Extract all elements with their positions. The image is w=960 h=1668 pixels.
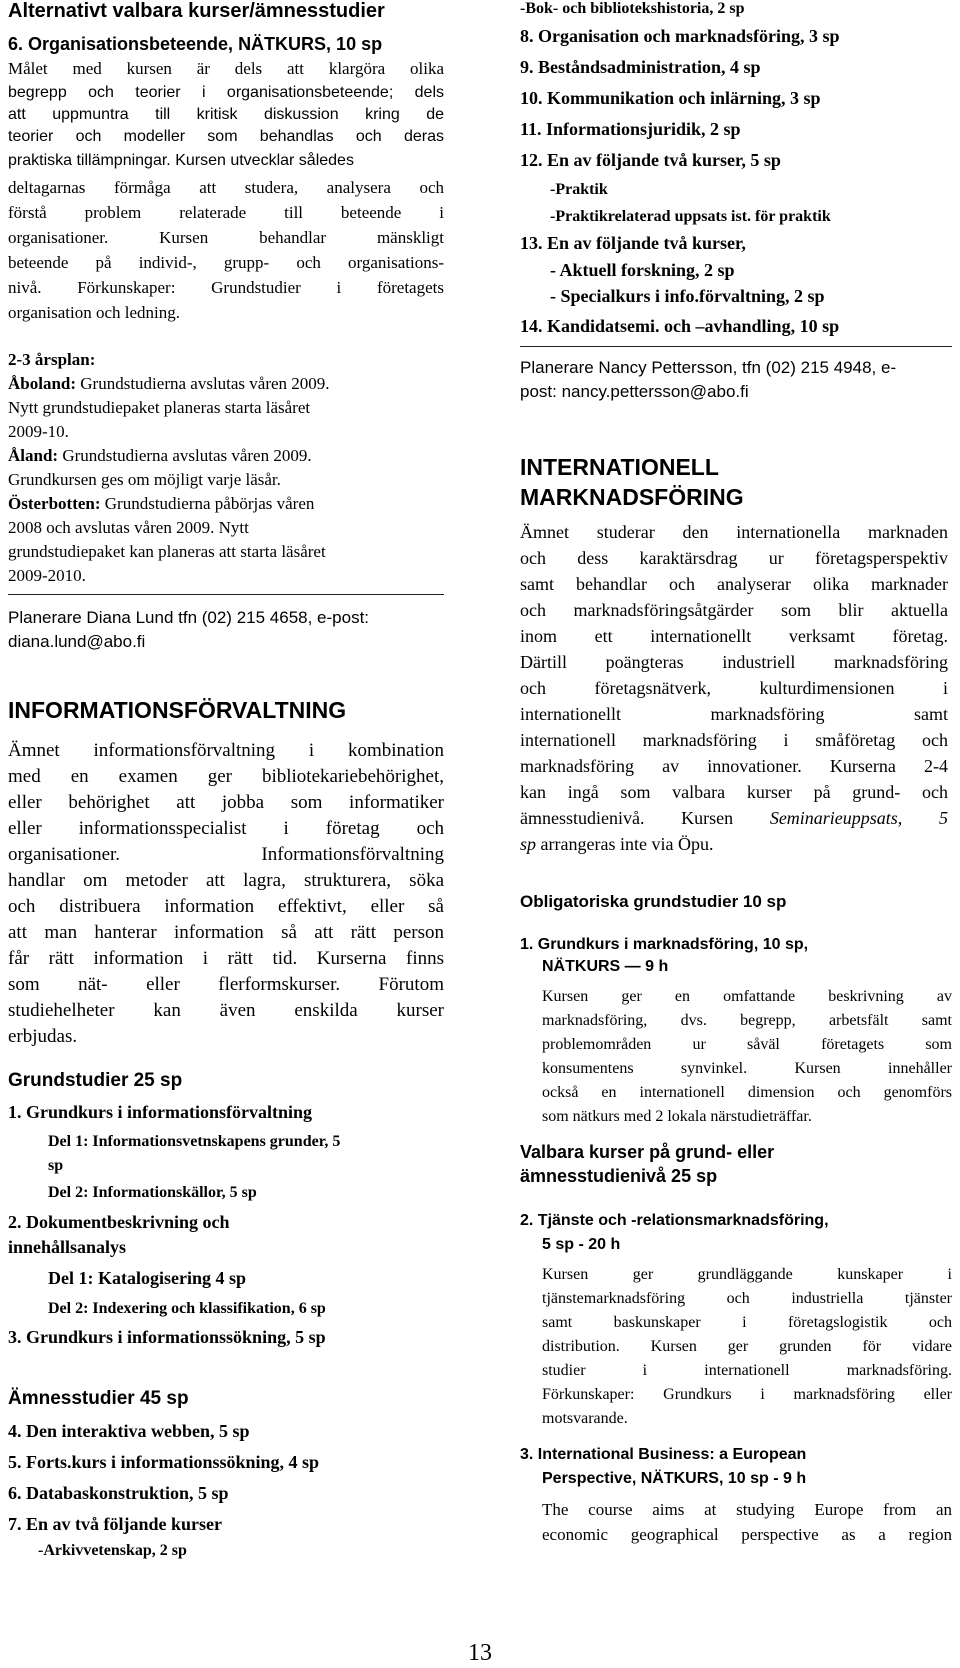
course-2-line: motsvarande. — [542, 1410, 628, 1427]
course-3-line: The course aims at studying Europe from an — [542, 1500, 952, 1519]
amne-course-13: 13. En av följande två kurser, — [520, 233, 746, 253]
amne-course-5: 5. Forts.kurs i informationssökning, 4 sp — [8, 1452, 320, 1472]
valbara-heading: Valbara kurser på grund- eller — [520, 1142, 775, 1162]
intl-line: och företagsnätverk, kulturdimensionen i — [520, 678, 948, 698]
course-2-line: tjänstemarknadsföring och industriella tjänster — [542, 1290, 952, 1307]
intl-line: internationell marknadsföring i småföretag och — [520, 730, 948, 750]
course-2-line: Förkunskaper: Grundkurs i marknadsföring eller — [542, 1386, 952, 1403]
valbara-heading-cont: ämnesstudienivå 25 sp — [520, 1166, 718, 1186]
course-2-line: studier i internationell marknadsföring. — [542, 1362, 952, 1379]
plan-aboland-text: Grundstudierna avslutas våren 2009. — [76, 374, 330, 393]
info-line: eller behörighet att jobba som informatiker — [8, 792, 444, 813]
course-1-line: Kursen ger en omfattande beskrivning av — [542, 988, 952, 1005]
plan-aboland-label: Åboland: — [8, 374, 77, 393]
course6-line: teorier och modeller som behandlas och deras — [8, 128, 444, 145]
intl-last-pre: ämnesstudienivå. Kursen — [520, 808, 770, 828]
section-divider — [520, 346, 952, 347]
plan-line: Grundkursen ges om möjligt varje läsår. — [8, 470, 281, 489]
intl-line: Ämnet studerar den internationella marknaden — [520, 522, 948, 542]
grund-course-2: 2. Dokumentbeskrivning och — [8, 1212, 230, 1232]
plan-osterbotten-text: Grundstudierna påbörjas våren — [100, 494, 315, 513]
course6-line: Målet med kursen är dels att klargöra olika — [8, 59, 444, 78]
intl-line: och dess karaktärsdrag ur företagsperspektiv — [520, 548, 948, 568]
amne-course-12-option-b: -Praktikrelaterad uppsats ist. för praktik — [550, 208, 831, 225]
course6-line: organisationer. Kursen behandlar mänskligt — [8, 228, 444, 247]
course-1-line: problemområden ur såväl företagets som — [542, 1036, 952, 1053]
course6-title: 6. Organisationsbeteende, NÄTKURS, 10 sp — [8, 34, 383, 54]
intl-line: och marknadsföringsåtgärder som blir aktuella — [520, 600, 948, 620]
planner-contact: Planerare Diana Lund tfn (02) 215 4658, e-post: — [8, 608, 370, 627]
info-heading: INFORMATIONSFÖRVALTNING — [8, 697, 347, 723]
info-line: erbjudas. — [8, 1026, 78, 1047]
amne-course-12: 12. En av följande två kurser, 5 sp — [520, 150, 781, 170]
grund-heading: Grundstudier 25 sp — [8, 1070, 183, 1091]
course6-line: deltagarnas förmåga att studera, analysera och — [8, 178, 444, 197]
course-2-line: distribution. Kursen ger grunden för vidare — [542, 1338, 952, 1355]
intl-line: inom ett internationellt verksamt företag. — [520, 626, 948, 646]
plan-heading: 2-3 årsplan: — [8, 350, 96, 369]
intl-heading-cont: MARKNADSFÖRING — [520, 484, 744, 510]
grund-course-2-part-1: Del 1: Katalogisering 4 sp — [48, 1268, 246, 1288]
intl-last2-italic: sp — [520, 834, 537, 854]
planner-email: diana.lund@abo.fi — [8, 632, 146, 651]
course-1-line: konsumentens synvinkel. Kursen innehåller — [542, 1060, 952, 1077]
intl-line: internationellt marknadsföring samt — [520, 704, 948, 724]
plan-aland-text: Grundstudierna avslutas våren 2009. — [58, 446, 312, 465]
amne-course-13-option-b: - Specialkurs i info.förvaltning, 2 sp — [550, 286, 825, 306]
plan-osterbotten — [8, 492, 314, 516]
plan-line: 2008 och avslutas våren 2009. Nytt — [8, 518, 249, 537]
intl-heading: INTERNATIONELL — [520, 454, 719, 480]
intl-last-italic: Seminarieuppsats, 5 — [769, 808, 948, 828]
intl-line-mixed — [520, 806, 948, 831]
amne-course-11: 11. Informationsjuridik, 2 sp — [520, 119, 741, 139]
course-2-line: samt baskunskaper i företagslogistik och — [542, 1314, 952, 1331]
grund-course-1-part-1-cont: sp — [48, 1157, 64, 1174]
course-3-title: 3. International Business: a European — [520, 1446, 807, 1463]
grund-course-2-cont: innehållsanalys — [8, 1237, 127, 1257]
course-3-title-cont: Perspective, NÄTKURS, 10 sp - 9 h — [542, 1470, 807, 1487]
section-divider — [8, 594, 444, 595]
course6-line: förstå problem relaterade till beteende i — [8, 203, 444, 222]
course6-line: praktiska tillämpningar. Kursen utvecklar således — [8, 152, 354, 169]
info-line: Ämnet informationsförvaltning i kombination — [8, 740, 444, 761]
course-1-line: som nätkurs med 2 lokala närstudieträffar. — [542, 1108, 812, 1125]
amne-course-12-option-a: -Praktik — [550, 181, 608, 198]
plan-line: 2009-2010. — [8, 566, 86, 585]
info-line: med en examen ger bibliotekariebehörighet, — [8, 766, 444, 787]
course-1-title: 1. Grundkurs i marknadsföring, 10 sp, — [520, 936, 809, 953]
page-number: 13 — [468, 1640, 492, 1666]
course6-line: beteende på individ-, grupp- och organisations- — [8, 253, 444, 272]
info-line: handlar om metoder att lagra, strukturera, söka — [8, 870, 444, 891]
amne-course-10: 10. Kommunikation och inlärning, 3 sp — [520, 88, 821, 108]
grund-course-1-part-1: Del 1: Informationsvetnskapens grunder, 5 — [48, 1133, 341, 1150]
amne-course-4: 4. Den interaktiva webben, 5 sp — [8, 1421, 250, 1441]
amne-course-7-option: -Arkivvetenskap, 2 sp — [38, 1542, 187, 1559]
course-1-line: marknadsföring, dvs. begrepp, arbetsfält samt — [542, 1012, 952, 1029]
amne-course-8: 8. Organisation och marknadsföring, 3 sp — [520, 26, 840, 46]
amne-course-14: 14. Kandidatsemi. och –avhandling, 10 sp — [520, 316, 840, 336]
info-line: studiehelheter kan även enskilda kurser — [8, 1000, 444, 1021]
course-1-line: också en internationell dimension och genomförs — [542, 1084, 952, 1101]
plan-osterbotten-label: Österbotten: — [8, 494, 101, 513]
course6-line: att uppmuntra till kritisk diskussion kring de — [8, 106, 444, 123]
course6-line: organisation och ledning. — [8, 303, 181, 322]
amne-heading: Ämnesstudier 45 sp — [8, 1388, 189, 1409]
plan-aboland — [8, 372, 330, 396]
course-2-title-cont: 5 sp - 20 h — [542, 1236, 621, 1253]
plan-aland — [8, 444, 312, 468]
amne-course-13-option-a: - Aktuell forskning, 2 sp — [550, 260, 735, 280]
intl-last2-post: arrangeras inte via Öpu. — [536, 834, 714, 854]
plan-line: grundstudiepaket kan planeras att starta läsåret — [8, 542, 326, 561]
course6-line: nivå. Förkunskaper: Grundstudier i företagets — [8, 278, 444, 297]
info-line: och distribuera information effektivt, eller så — [8, 896, 444, 917]
course-7-option-b: -Bok- och bibliotekshistoria, 2 sp — [520, 0, 745, 17]
plan-aland-label: Åland: — [8, 446, 59, 465]
planner-email: post: nancy.pettersson@abo.fi — [520, 382, 749, 401]
grund-course-1-part-2: Del 2: Informationskällor, 5 sp — [48, 1184, 257, 1201]
intl-line: Därtill poängteras industriell marknadsföring — [520, 652, 948, 672]
plan-line: Nytt grundstudiepaket planeras starta läsåret — [8, 398, 311, 417]
info-line: som nät- eller flerformskurser. Förutom — [8, 974, 444, 995]
page-heading: Alternativt valbara kurser/ämnesstudier — [8, 0, 385, 22]
amne-course-7: 7. En av två följande kurser — [8, 1514, 223, 1534]
grund-course-2-part-2: Del 2: Indexering och klassifikation, 6 sp — [48, 1300, 326, 1317]
plan-line: 2009-10. — [8, 422, 69, 441]
course-2-title: 2. Tjänste och -relationsmarknadsföring, — [520, 1212, 829, 1229]
info-line: eller informationsspecialist i företag och — [8, 818, 444, 839]
intl-line: marknadsföring av innovationer. Kurserna 2-4 — [520, 756, 948, 776]
intl-line: samt behandlar och analyserar olika marknader — [520, 574, 948, 594]
grund-course-3: 3. Grundkurs i informationssökning, 5 sp — [8, 1327, 326, 1347]
grund-course-1: 1. Grundkurs i informationsförvaltning — [8, 1102, 313, 1122]
amne-course-9: 9. Beståndsadministration, 4 sp — [520, 57, 761, 77]
course6-line: begrepp och teorier i organisationsbeteende; dels — [8, 84, 444, 101]
info-line: att man hanterar information så att rätt person — [8, 922, 444, 943]
amne-course-6: 6. Databaskonstruktion, 5 sp — [8, 1483, 229, 1503]
info-line: får rätt information i rätt tid. Kurserna finns — [8, 948, 444, 969]
oblig-heading: Obligatoriska grundstudier 10 sp — [520, 892, 787, 911]
course-3-line: economic geographical perspective as a region — [542, 1525, 952, 1544]
planner-contact: Planerare Nancy Pettersson, tfn (02) 215 4948, e- — [520, 358, 897, 377]
intl-line-mixed — [520, 832, 713, 857]
info-line: organisationer. Informationsförvaltning — [8, 844, 444, 865]
course-2-line: Kursen ger grundläggande kunskaper i — [542, 1266, 952, 1283]
intl-line: kan ingå som valbara kurser på grund- och — [520, 782, 948, 802]
course-1-title-cont: NÄTKURS — 9 h — [542, 958, 669, 975]
